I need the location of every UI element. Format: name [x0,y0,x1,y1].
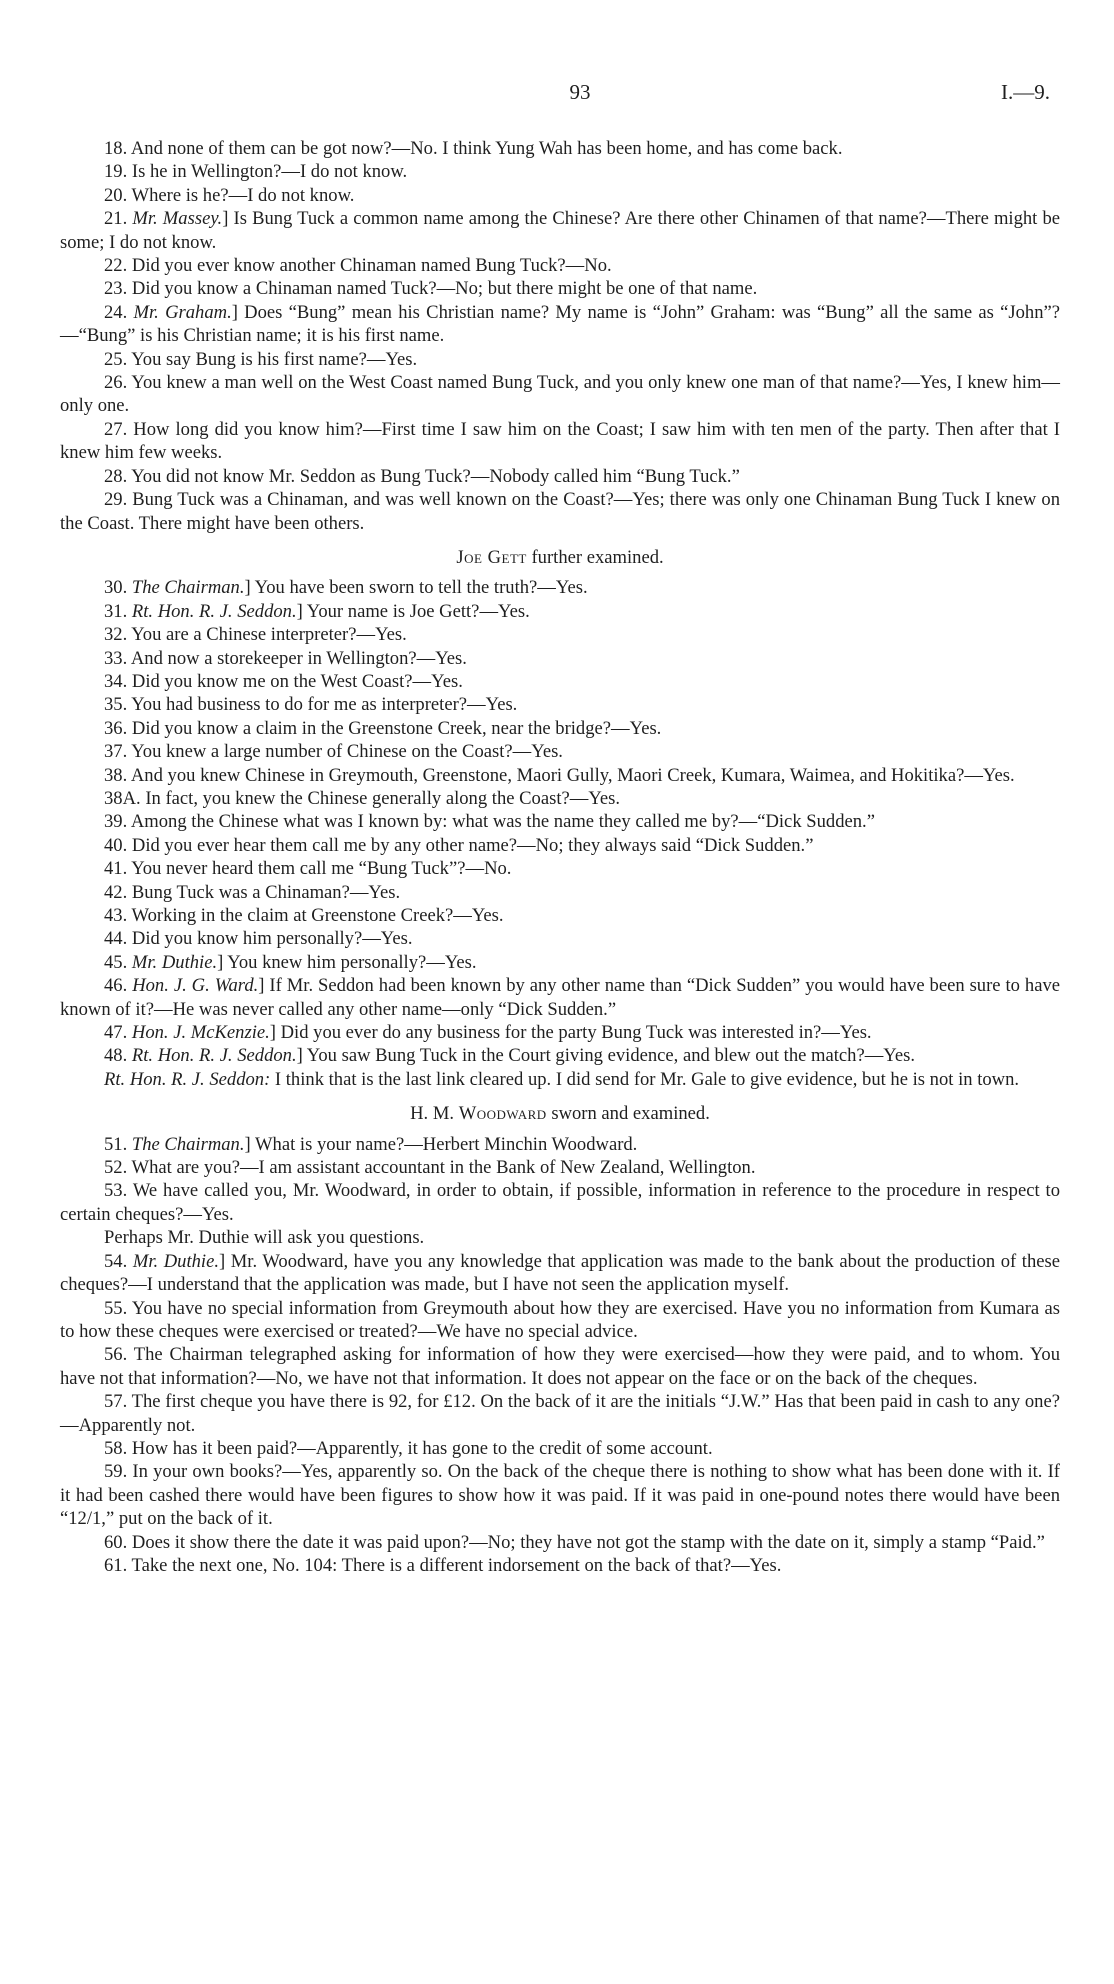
paragraph-text: 28. You did not know Mr. Seddon as Bung Tuck?—Nobody called him “Bung Tuck.” [104,465,740,487]
paragraph-text: 27. How long did you know him?—First time I saw him on the Coast; I saw him with ten men of the party. Then after that I knew him few weeks. [60,418,1060,464]
paragraph-text: 55. You have no special information from Greymouth about how they are exercised. Have you no information from Kumara as to how these cheques were exercised or treated?—We have no special advice. [60,1297,1060,1342]
paragraph-text: ] You saw Bung Tuck in the Court giving evidence, and blew out the match?—Yes. [296,1045,916,1067]
paragraph-text: ] Does “Bung” mean his Christian name? My name is “John” Graham: was “Bung” all the same as “John”?—“Bung” is his Christian name; it is his first name. [60,301,1061,347]
testimony-paragraph [60,254,1060,277]
testimony-paragraph [60,834,1060,857]
question-number: 30. [104,577,132,599]
paragraph-text: 44. Did you know him personally?—Yes. [104,928,413,950]
paragraph-text: ] What is your name?—Herbert Minchin Woodward. [244,1133,638,1155]
testimony-paragraph [60,1133,1060,1156]
paragraph-text: ] If Mr. Seddon had been known by any other name than “Dick Sudden” you would have been sure to have known of it?—He was never called any other name—only “Dick Sudden.” [60,975,1061,1020]
question-number: 51. [104,1133,132,1155]
paragraph-text: 25. You say Bung is his first name?—Yes. [104,348,418,370]
paragraph-text: 52. What are you?—I am assistant accountant in the Bank of New Zealand, Wellington. [104,1157,756,1179]
paragraph-text: Perhaps Mr. Duthie will ask you questions. [104,1227,425,1249]
speaker-name: Hon. J. G. Ward. [132,975,259,997]
testimony-paragraph [60,1460,1060,1530]
testimony-paragraph [60,1179,1060,1226]
testimony-paragraph [60,576,1060,599]
paragraph-text: 57. The first cheque you have there is 92, for £12. On the back of it are the initials “J.W.” Has that been paid in cash to any one?—Apparently not. [60,1391,1060,1436]
speaker-name: Mr. Massey. [132,208,223,230]
paragraph-text: 56. The Chairman telegraphed asking for information of how they were exercised—how they were paid, and to whom. You have not that information?—No, we have not that information. It does not appear on the face or on the back of the cheques. [60,1344,1060,1389]
paragraph-text: 18. And none of them can be got now?—No. I think Yung Wah has been home, and has come back. [104,138,843,159]
paragraph-text: 32. You are a Chinese interpreter?—Yes. [104,624,407,646]
testimony-paragraph [60,647,1060,670]
paragraph-text: 26. You knew a man well on the West Coast named Bung Tuck, and you only knew one man of that name?—Yes, I knew him—only one. [60,372,1060,417]
testimony-paragraph [60,160,1060,183]
paragraph-text: 35. You had business to do for me as interpreter?—Yes. [104,694,518,716]
question-number: 45. [104,951,132,973]
paragraph-text: ] Is Bung Tuck a common name among the Chinese? Are there other Chinamen of that name?—There might be some; I do not know. [60,208,1060,253]
testimony-paragraph [60,1226,1060,1249]
paragraph-text: 40. Did you ever hear them call me by any other name?—No; they always said “Dick Sudden.” [104,834,814,856]
question-number: 47. [104,1022,132,1044]
heading-rest: further examined. [526,546,664,568]
testimony-paragraph [60,927,1060,950]
section-joe-gett-examination [60,576,1060,1091]
speaker-name: The Chairman. [131,577,245,599]
testimony-paragraph [60,371,1060,418]
testimony-paragraph [60,1297,1060,1344]
witness-name: Woodward [458,1103,547,1125]
testimony-paragraph [60,1021,1060,1044]
testimony-paragraph [60,348,1060,371]
speaker-name: Rt. Hon. R. J. Seddon: [104,1068,271,1090]
testimony-paragraph [60,488,1060,535]
paragraph-text: 60. Does it show there the date it was paid upon?—No; they have not got the stamp with the date on it, simply a stamp “Paid.” [104,1531,1045,1553]
testimony-paragraph [60,670,1060,693]
testimony-paragraph [60,465,1060,488]
section-bung-tuck-questions [60,137,1060,535]
speaker-name: Hon. J. McKenzie. [131,1022,270,1044]
body-text [60,137,1060,1577]
paragraph-text: 38. And you knew Chinese in Greymouth, Greenstone, Maori Gully, Maori Creek, Kumara, Waimea, and Hokitika?—Yes. [104,764,1015,786]
testimony-paragraph [60,787,1060,810]
testimony-paragraph [60,207,1060,254]
paragraph-text: 58. How has it been paid?—Apparently, it has gone to the credit of some account. [104,1437,713,1459]
paragraph-text: ] Did you ever do any business for the party Bung Tuck was interested in?—Yes. [269,1022,872,1044]
paragraph-text: 29. Bung Tuck was a Chinaman, and was well known on the Coast?—Yes; there was only one Chinaman Bung Tuck I knew on the Coast. There might have been others. [60,489,1060,534]
testimony-paragraph [60,740,1060,763]
document-reference: I.—9. [1001,80,1050,104]
testimony-paragraph [60,418,1060,465]
paragraph-text: 42. Bung Tuck was a Chinaman?—Yes. [104,881,401,903]
testimony-paragraph [60,904,1060,927]
heading-rest: sworn and examined. [546,1103,710,1125]
paragraph-text: 37. You knew a large number of Chinese on the Coast?—Yes. [104,741,563,763]
question-number: 21. [104,208,133,230]
testimony-paragraph [60,857,1060,880]
paragraph-text: 61. Take the next one, No. 104: There is a different indorsement on the back of that?—Yes. [104,1554,782,1576]
testimony-paragraph [60,623,1060,646]
heading-woodward [60,1102,1060,1125]
speaker-name: Mr. Duthie. [132,1250,219,1272]
paragraph-text: ] You have been sworn to tell the truth?—Yes. [244,577,588,599]
question-number: 46. [104,975,133,997]
testimony-paragraph [60,1044,1060,1067]
paragraph-text: 39. Among the Chinese what was I known by: what was the name they called me by?—“Dick Sudden.” [104,811,875,833]
testimony-paragraph [60,717,1060,740]
paragraph-text: ] You knew him personally?—Yes. [217,951,477,973]
testimony-paragraph [60,951,1060,974]
paragraph-text: 23. Did you know a Chinaman named Tuck?—No; but there might be one of that name. [104,278,758,300]
paragraph-text: 20. Where is he?—I do not know. [104,184,355,206]
testimony-paragraph [60,184,1060,207]
paragraph-text: 36. Did you know a claim in the Greenstone Creek, near the bridge?—Yes. [104,717,662,739]
testimony-paragraph [60,1068,1060,1091]
witness-name: Joe Gett [456,546,527,568]
testimony-paragraph [60,600,1060,623]
paragraph-text: 33. And now a storekeeper in Wellington?—Yes. [104,647,467,669]
paragraph-text: 22. Did you ever know another Chinaman named Bung Tuck?—No. [104,255,612,277]
page-number: 93 [569,80,591,104]
heading-joe-gett [60,546,1060,569]
testimony-paragraph [60,1343,1060,1390]
speaker-name: Mr. Duthie. [131,951,218,973]
paragraph-text: ] Your name is Joe Gett?—Yes. [296,600,530,622]
testimony-paragraph [60,764,1060,787]
speaker-name: The Chairman. [131,1133,245,1155]
paragraph-text: 38A. In fact, you knew the Chinese generally along the Coast?—Yes. [104,787,621,809]
paragraph-text: ] Mr. Woodward, have you any knowledge that application was made to the bank about the production of these cheques?—I understand that the application was made, but I have not seen the application myself. [60,1250,1061,1296]
testimony-paragraph [60,810,1060,833]
paragraph-text: I think that is the last link cleared up. I did send for Mr. Gale to give evidence, but he is not in town. [270,1068,1020,1090]
witness-initials: H. M. [410,1103,459,1125]
testimony-paragraph [60,1390,1060,1437]
testimony-paragraph [60,974,1060,1021]
testimony-paragraph [60,1156,1060,1179]
testimony-paragraph [60,301,1060,348]
section-woodward-examination [60,1133,1060,1578]
question-number: 54. [104,1250,133,1272]
speaker-name: Rt. Hon. R. J. Seddon. [131,600,297,622]
testimony-paragraph [60,1250,1060,1297]
paragraph-text: 41. You never heard them call me “Bung Tuck”?—No. [104,858,512,880]
speaker-name: Rt. Hon. R. J. Seddon. [131,1045,297,1067]
testimony-paragraph [60,1437,1060,1460]
paragraph-text: 34. Did you know me on the West Coast?—Yes. [104,670,463,692]
page-header [60,80,1050,110]
question-number: 31. [104,600,132,622]
testimony-paragraph [60,1531,1060,1554]
testimony-paragraph [60,881,1060,904]
question-number: 48. [104,1045,132,1067]
speaker-name: Mr. Graham. [133,301,232,323]
paragraph-text: 59. In your own books?—Yes, apparently so. On the back of the cheque there is nothing to show what has been done with it. If it had been cashed there would have been figures to show how it was paid. If it was paid in one-pound notes there would have been “12/1,” put on the back of it. [60,1461,1060,1530]
paragraph-text: 53. We have called you, Mr. Woodward, in order to obtain, if possible, information in reference to the procedure in respect to certain cheques?—Yes. [60,1180,1060,1225]
testimony-paragraph [60,277,1060,300]
testimony-paragraph [60,137,1060,160]
testimony-paragraph [60,693,1060,716]
paragraph-text: 43. Working in the claim at Greenstone Creek?—Yes. [104,905,504,926]
paragraph-text: 19. Is he in Wellington?—I do not know. [104,161,408,183]
question-number: 24. [104,301,134,323]
testimony-paragraph [60,1554,1060,1577]
